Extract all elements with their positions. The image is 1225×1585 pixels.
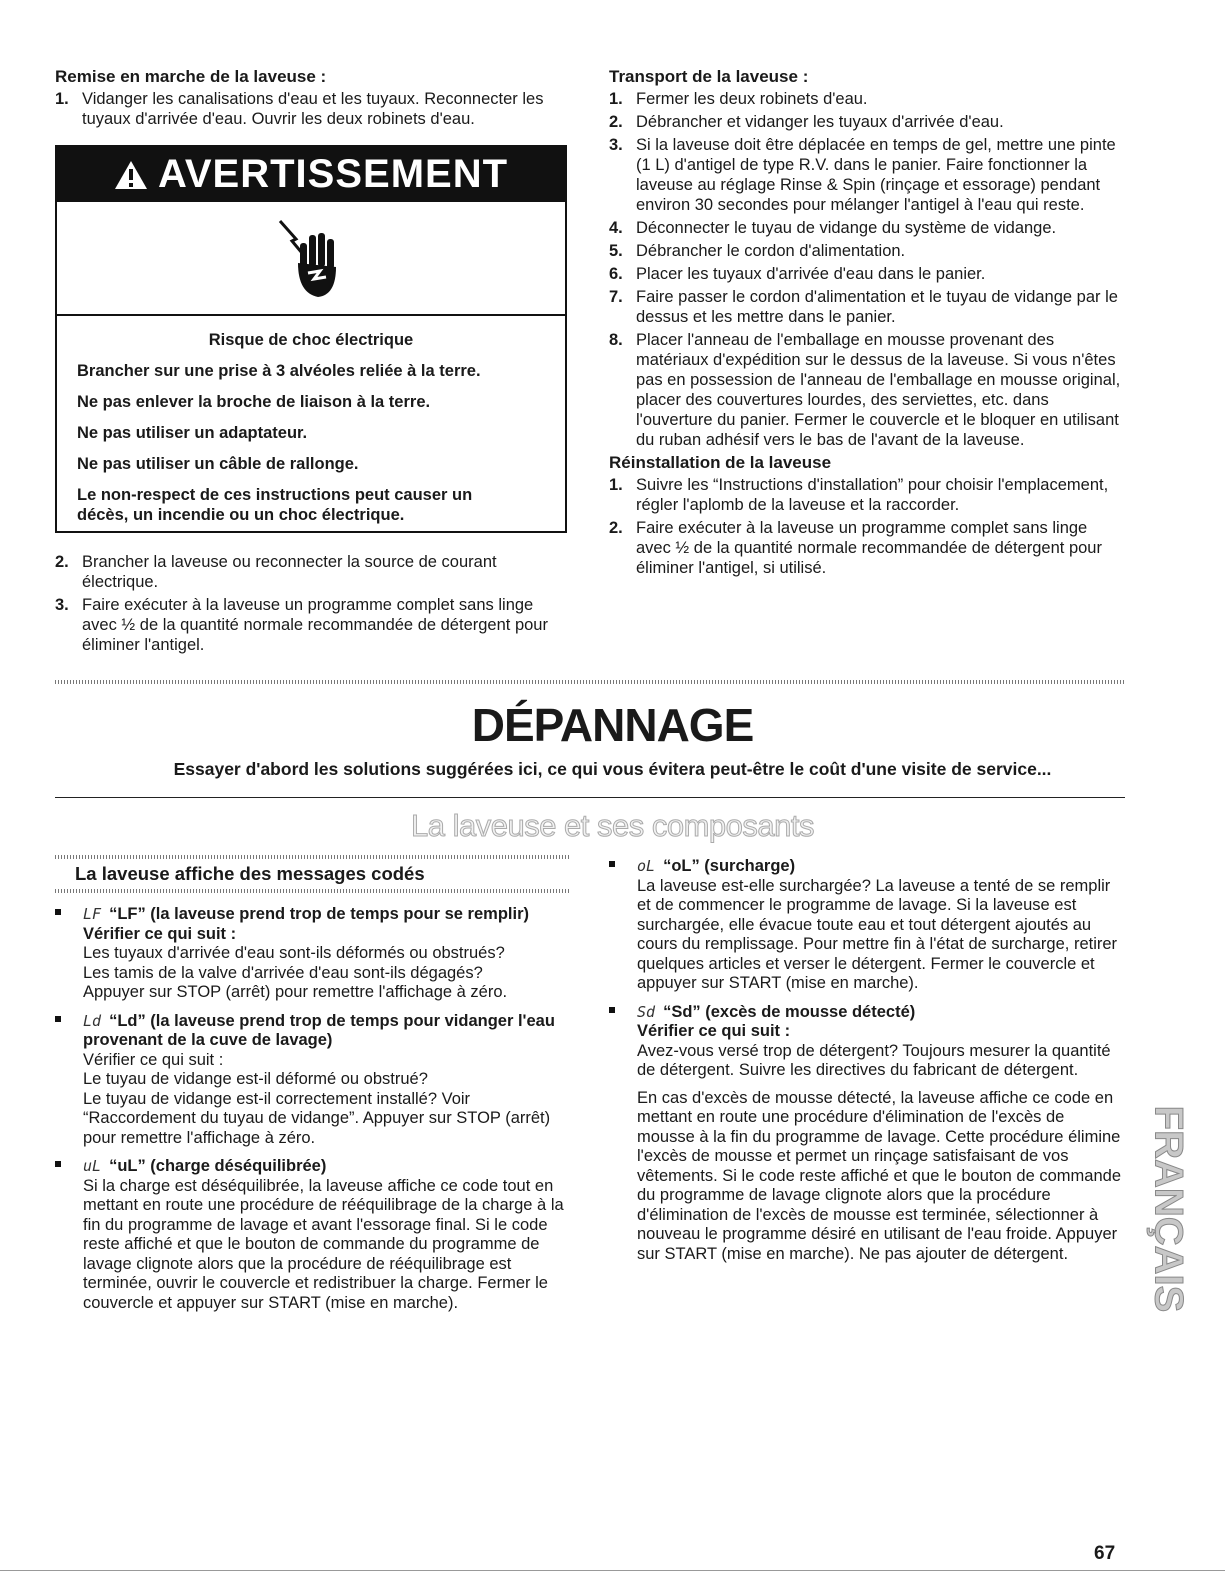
restart-steps <box>55 89 570 129</box>
error-item-sd: Sd “Sd” (excès de mousse détecté) Vérifier ce qui suit : Avez-vous versé trop de détergent? Toujours mesurer la quantité de détergent. Suivre les directives du fabricant de détergent. En cas d'excès de mousse détecté, la laveuse affiche ce code en mettant en route une procédure d'élimination de l'excès de mousse à la fin du programme de lavage. Cette procédure élimine l'excès de mousse et permet un rinçage satisfaisant de vos vêtements. Si le code reste affiché et que le bouton de commande du programme de lavage clignote alors que la procédure d'élimination de l'excès de mousse est terminée, sélectionner à nouveau le programme désiré en utilisant de l'eau froide. Appuyer sur START (mise en marche). Ne pas ajouter de détergent. <box>609 1003 1124 1265</box>
transport-step-8: 8. Placer l'anneau de l'emballage en mousse provenant des matériaux d'expédition sur le dessus de la laveuse. Si vous n'êtes pas en possession de l'anneau de l'emballage en mousse original, placer des couvertures lourdes, des serviettes, etc. dans l'ouverture du panier. Fermer le couvercle et le bloquer en utilisant du ruban adhésif vers le bas de l'avant de la laveuse. <box>609 331 1121 449</box>
error-item-lf: LF “LF” (la laveuse prend trop de temps pour se remplir) Vérifier ce qui suit : Les tuyaux d'arrivée d'eau sont-ils déformés ou obstrués? Les tamis de la valve d'arrivée d'eau sont-ils dégagés? Appuyer sur STOP (arrêt) pour remettre l'affichage à zéro. <box>55 905 570 1003</box>
transport-step-3: 3. Si la laveuse doit être déplacée en temps de gel, mettre une pinte (1 L) d'antigel de type R.V. dans le panier. Faire fonctionner la laveuse au réglage Rinse & Spin (rinçage et essorage) pendant environ 30 secondes pour mélanger l'antigel à l'eau qui reste. <box>609 136 1116 214</box>
codes-heading-rule-bottom <box>55 889 570 893</box>
warning-box <box>55 145 567 533</box>
transport-section <box>609 67 1124 581</box>
bullet-icon <box>55 1016 61 1022</box>
display-code-ul: uL <box>83 1157 102 1175</box>
reinstall-steps <box>609 475 1124 578</box>
reinstall-step-2: 2. Faire exécuter à la laveuse un programme complet sans linge avec ½ de la quantité normale recommandée de détergent pour éliminer l'antigel, si utilisé. <box>609 519 1102 577</box>
bullet-icon <box>609 1007 615 1013</box>
transport-step-7: 7. Faire passer le cordon d'alimentation et le tuyau de vidange par le dessus et les mettre dans le panier. <box>609 288 1118 326</box>
restart-steps-continued <box>55 552 570 658</box>
warning-icon-area <box>57 202 565 316</box>
warning-risk: Risque de choc électrique <box>208 331 414 349</box>
restart-heading: Remise en marche de la laveuse : <box>55 67 327 86</box>
bullet-icon <box>55 909 61 915</box>
display-code-lf: LF <box>83 905 102 923</box>
transport-steps <box>609 89 1124 450</box>
display-code-sd: Sd <box>637 1002 656 1021</box>
section-title: La laveuse et ses composants <box>410 808 815 843</box>
codes-left-column <box>55 905 570 1322</box>
bullet-icon <box>609 861 615 867</box>
warning-banner <box>57 147 565 202</box>
transport-step-4: 4. Déconnecter le tuyau de vidange du système de vidange. <box>609 219 1057 237</box>
bottom-rule <box>0 1570 1225 1571</box>
codes-heading: La laveuse affiche des messages codés <box>75 863 425 884</box>
page-subtitle: Essayer d'abord les solutions suggérées ici, ce qui vous évitera peut-être le coût d'une visite de service... <box>173 759 1052 779</box>
error-item-ol: oL “oL” (surcharge) La laveuse est-elle surchargée? La laveuse a tenté de se remplir et de commencer le programme de lavage. Si la laveuse est surchargée, elle évacue toute eau et tout détergent ajoutés au cours du remplissage. Pour mettre fin à l'état de surcharge, retirer quelques articles et verser le détergent. Fermer le couvercle et appuyer sur START (mise en marche). <box>609 857 1124 994</box>
warning-line-2: Ne pas enlever la broche de liaison à la terre. <box>77 393 431 411</box>
warning-line-1: Brancher sur une prise à 3 alvéoles reliée à la terre. <box>77 362 481 380</box>
warning-title: AVERTISSEMENT <box>157 152 509 196</box>
warning-line-4: Ne pas utiliser un câble de rallonge. <box>77 455 359 473</box>
display-code-ld: Ld <box>83 1011 102 1030</box>
bullet-icon <box>55 1161 61 1167</box>
page-number: 67 <box>1094 1543 1116 1564</box>
warning-text <box>57 316 565 525</box>
restart-step-1: 1. Vidanger les canalisations d'eau et les tuyaux. Reconnecter les tuyaux d'arrivée d'eau. Ouvrir les deux robinets d'eau. <box>55 90 544 128</box>
page-title: DÉPANNAGE <box>471 699 754 751</box>
warning-line-5: Le non-respect de ces instructions peut causer un décès, un incendie ou un choc électrique. <box>77 486 473 524</box>
restart-step-2: 2. Brancher la laveuse ou reconnecter la source de courant électrique. <box>55 553 497 591</box>
title-rule <box>55 797 1125 798</box>
language-side-tab: FRANÇAIS <box>1146 1105 1191 1313</box>
codes-heading-rule-top <box>55 855 570 859</box>
codes-right-column <box>609 857 1124 1273</box>
transport-step-2: 2. Débrancher et vidanger les tuyaux d'arrivée d'eau. <box>609 113 1004 131</box>
restart-step-3: 3. Faire exécuter à la laveuse un programme complet sans linge avec ½ de la quantité normale recommandée de détergent pour éliminer l'antigel. <box>55 596 548 654</box>
restart-section <box>55 67 570 132</box>
transport-heading: Transport de la laveuse : <box>609 67 809 86</box>
dotted-divider <box>55 680 1125 684</box>
transport-step-5: 5. Débrancher le cordon d'alimentation. <box>609 242 906 260</box>
error-item-ul: uL “uL” (charge déséquilibrée) Si la charge est déséquilibrée, la laveuse affiche ce code tout en mettant en route une procédure de rééquilibrage de la charge à la fin du programme de lavage et avant l'essorage final. Si le code reste affiché et que le bouton de commande du programme de lavage clignote alors que la procédure de rééquilibrage est terminée, ouvrir le couvercle et redistribuer la charge. Fermer le couvercle et appuyer sur START (mise en marche). <box>55 1157 570 1313</box>
reinstall-step-1: 1. Suivre les “Instructions d'installation” pour choisir l'emplacement, régler l'aplomb de la laveuse et la raccorder. <box>609 476 1109 514</box>
warning-line-3: Ne pas utiliser un adaptateur. <box>77 424 308 442</box>
electric-shock-hand-icon <box>276 213 346 303</box>
display-code-ol: oL <box>637 857 656 875</box>
error-item-ld: Ld “Ld” (la laveuse prend trop de temps pour vidanger l'eau provenant de la cuve de lavage) Vérifier ce qui suit : Le tuyau de vidange est-il déformé ou obstrué? Le tuyau de vidange est-il correctement installé? Voir “Raccordement du tuyau de vidange”. Appuyer sur STOP (arrêt) pour remettre l'affichage à zéro. <box>55 1012 570 1149</box>
transport-step-6: 6. Placer les tuyaux d'arrivée d'eau dans le panier. <box>609 265 986 283</box>
warning-triangle-icon <box>114 160 148 190</box>
transport-step-1: 1. Fermer les deux robinets d'eau. <box>609 90 868 108</box>
reinstall-heading: Réinstallation de la laveuse <box>609 453 832 472</box>
